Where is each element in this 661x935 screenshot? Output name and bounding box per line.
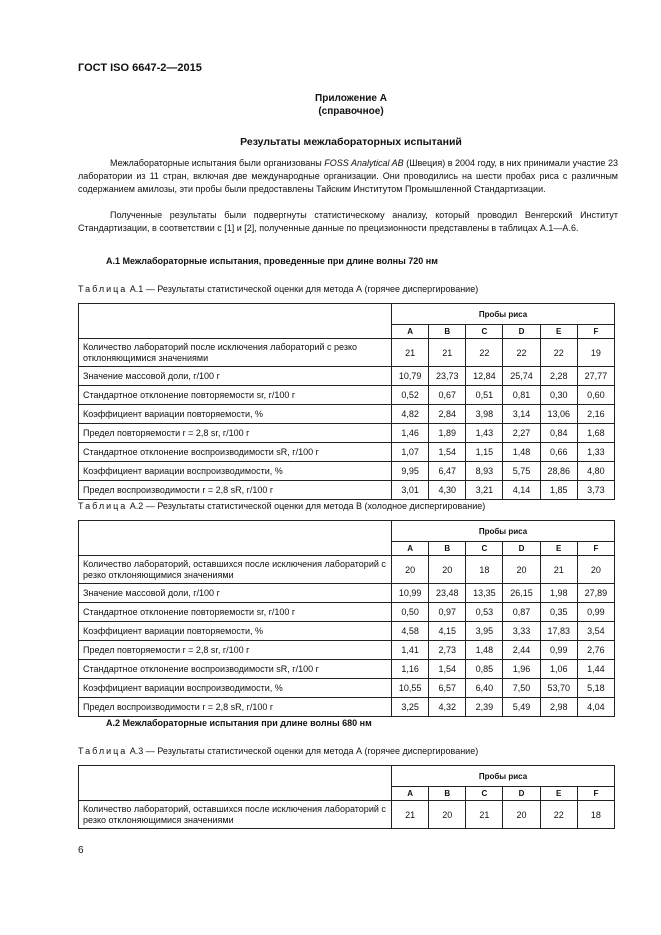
row-value: 20 [392,556,429,584]
section-heading-a1: А.1 Межлабораторные испытания, проведенные при длине волны 720 нм [106,256,438,266]
row-label: Стандартное отклонение повторяемости sr, г/100 г [79,603,392,622]
row-value: 3,54 [577,622,614,641]
row-label: Предел воспроизводимости r = 2,8 sR, г/100 г [79,698,392,717]
row-value: 0,30 [540,386,577,405]
row-value: 17,83 [540,622,577,641]
table-row [79,660,615,679]
row-value: 0,99 [577,603,614,622]
sample-letter: F [577,325,614,339]
table-row [79,339,615,367]
table-row [79,556,615,584]
table-row [79,679,615,698]
row-value: 6,40 [466,679,503,698]
row-value: 20 [577,556,614,584]
row-value: 20 [503,556,540,584]
row-value: 23,48 [429,584,466,603]
row-value: 22 [466,339,503,367]
row-label: Стандартное отклонение воспроизводимости sR, г/100 г [79,660,392,679]
probe-header: Пробы риса [392,304,615,325]
row-value: 22 [540,801,577,829]
sample-letter: D [503,787,540,801]
row-value: 6,57 [429,679,466,698]
row-value: 5,18 [577,679,614,698]
intro-paragraph [78,157,618,196]
table-a2 [78,520,615,717]
row-value: 3,14 [503,405,540,424]
row-value: 20 [429,556,466,584]
caption-text: А.1 — Результаты статистической оценки для метода А (горячее диспергирование) [127,284,479,294]
row-value: 13,35 [466,584,503,603]
row-label: Стандартное отклонение повторяемости sr, г/100 г [79,386,392,405]
row-value: 0,87 [503,603,540,622]
row-value: 22 [503,339,540,367]
section-heading-a2: А.2 Межлабораторные испытания при длине волны 680 нм [106,718,372,728]
table-header-row [79,766,615,787]
row-value: 4,04 [577,698,614,717]
sample-letter: А [392,787,429,801]
table-row [79,603,615,622]
row-value: 26,15 [503,584,540,603]
table-header-row [79,304,615,325]
row-value: 1,68 [577,424,614,443]
row-value: 1,41 [392,641,429,660]
row-label: Значение массовой доли, г/100 г [79,584,392,603]
row-value: 7,50 [503,679,540,698]
row-label: Предел повторяемости r = 2,8 sr, г/100 г [79,424,392,443]
row-value: 0,99 [540,641,577,660]
row-value: 1,85 [540,481,577,500]
row-value: 20 [429,801,466,829]
annex-title: Приложение А [315,93,387,104]
row-value: 21 [392,339,429,367]
page-number: 6 [78,845,84,856]
row-label: Количество лабораторий после исключения лабораторий с резко отклоняющимися значениями [79,339,392,367]
row-value: 1,54 [429,660,466,679]
annex-heading [78,92,624,118]
row-value: 0,66 [540,443,577,462]
table-a3 [78,765,615,829]
row-value: 1,54 [429,443,466,462]
table-row [79,405,615,424]
row-value: 2,39 [466,698,503,717]
row-value: 4,80 [577,462,614,481]
row-value: 0,50 [392,603,429,622]
table-a1 [78,303,615,500]
table-row [79,367,615,386]
row-value: 13,06 [540,405,577,424]
row-value: 21 [392,801,429,829]
table-row [79,584,615,603]
row-label: Значение массовой доли, г/100 г [79,367,392,386]
table-caption-a2 [78,501,485,511]
row-value: 27,89 [577,584,614,603]
row-value: 3,21 [466,481,503,500]
row-value: 1,46 [392,424,429,443]
row-value: 23,73 [429,367,466,386]
row-value: 2,76 [577,641,614,660]
row-value: 0,84 [540,424,577,443]
row-value: 0,35 [540,603,577,622]
row-value: 4,32 [429,698,466,717]
row-value: 5,49 [503,698,540,717]
sample-letter: С [466,787,503,801]
row-value: 2,73 [429,641,466,660]
row-value: 19 [577,339,614,367]
row-value: 10,99 [392,584,429,603]
sample-letter: С [466,325,503,339]
row-value: 1,07 [392,443,429,462]
row-value: 3,25 [392,698,429,717]
row-value: 4,30 [429,481,466,500]
row-value: 2,98 [540,698,577,717]
row-value: 3,95 [466,622,503,641]
row-value: 3,98 [466,405,503,424]
row-value: 18 [577,801,614,829]
row-value: 1,98 [540,584,577,603]
row-value: 0,81 [503,386,540,405]
table-row [79,481,615,500]
row-label: Коэффициент вариации повторяемости, % [79,622,392,641]
row-value: 0,52 [392,386,429,405]
organizer-name: FOSS Analytical AB [324,158,404,168]
sample-letter: А [392,325,429,339]
sample-letter: Е [540,542,577,556]
table-row [79,443,615,462]
row-value: 4,58 [392,622,429,641]
row-label: Коэффициент вариации воспроизводимости, % [79,679,392,698]
table-row [79,641,615,660]
row-label: Коэффициент вариации повторяемости, % [79,405,392,424]
row-value: 4,82 [392,405,429,424]
row-value: 20 [503,801,540,829]
row-label: Предел воспроизводимости r = 2,8 sR, г/100 г [79,481,392,500]
table-row [79,462,615,481]
sample-letter: Е [540,325,577,339]
row-value: 2,27 [503,424,540,443]
row-value: 9,95 [392,462,429,481]
row-value: 10,79 [392,367,429,386]
sample-letter: F [577,787,614,801]
row-value: 1,89 [429,424,466,443]
row-label: Количество лабораторий, оставшихся после исключения лабораторий с резко отклоняющимися значениями [79,801,392,829]
intro-text-start: Межлабораторные испытания были организованы [110,158,325,168]
probe-header: Пробы риса [392,521,615,542]
row-value: 6,47 [429,462,466,481]
row-value: 4,15 [429,622,466,641]
row-label: Стандартное отклонение воспроизводимости sR, г/100 г [79,443,392,462]
caption-prefix: Таблица [78,284,128,294]
sample-letter: А [392,542,429,556]
caption-prefix: Таблица [78,501,128,511]
row-value: 0,51 [466,386,503,405]
row-value: 2,28 [540,367,577,386]
row-value: 18 [466,556,503,584]
document-header: ГОСТ ISO 6647-2—2015 [78,62,202,74]
row-value: 28,86 [540,462,577,481]
sample-letter: D [503,325,540,339]
row-value: 3,73 [577,481,614,500]
row-label: Коэффициент вариации воспроизводимости, % [79,462,392,481]
row-value: 1,44 [577,660,614,679]
row-value: 5,75 [503,462,540,481]
probe-header: Пробы риса [392,766,615,787]
row-value: 8,93 [466,462,503,481]
row-value: 2,84 [429,405,466,424]
row-value: 1,16 [392,660,429,679]
table-row [79,801,615,829]
row-value: 2,44 [503,641,540,660]
row-value: 0,67 [429,386,466,405]
caption-text: А.3 — Результаты статистической оценки для метода А (горячее диспергирование) [127,746,479,756]
row-value: 21 [429,339,466,367]
table-caption-a3 [78,746,478,756]
row-value: 25,74 [503,367,540,386]
table-corner-cell [79,766,392,801]
row-value: 4,14 [503,481,540,500]
sample-letter: F [577,542,614,556]
intro-text-end: (Швеция) в 2004 году, в них принимали участие 23 лаборатории из 11 стран, включая две международные организации. Они проводились на шести пробах риса с различным содержанием амилозы, эти пробы были предоставлены Тайским Институтом Промышленной Стандартизации. [78,158,618,194]
row-value: 1,43 [466,424,503,443]
table-row [79,386,615,405]
row-value: 0,53 [466,603,503,622]
row-value: 1,33 [577,443,614,462]
row-label: Предел повторяемости r = 2,8 sr, г/100 г [79,641,392,660]
row-label: Количество лабораторий, оставшихся после исключения лабораторий с резко отклоняющимися значениями [79,556,392,584]
caption-text: А.2 — Результаты статистической оценки для метода В (холодное диспергирование) [127,501,486,511]
main-title: Результаты межлабораторных испытаний [240,136,462,148]
table-corner-cell [79,304,392,339]
row-value: 1,15 [466,443,503,462]
row-value: 21 [540,556,577,584]
annex-subtitle: (справочное) [318,106,384,117]
row-value: 0,85 [466,660,503,679]
sample-letter: В [429,542,466,556]
row-value: 12,84 [466,367,503,386]
row-value: 1,48 [503,443,540,462]
row-value: 1,96 [503,660,540,679]
table-row [79,622,615,641]
sample-letter: Е [540,787,577,801]
row-value: 22 [540,339,577,367]
sample-letter: D [503,542,540,556]
table-row [79,698,615,717]
row-value: 1,48 [466,641,503,660]
analysis-paragraph: Полученные результаты были подвергнуты статистическому анализу, который проводил Венгерский Институт Стандартизации, в соответствии с [1] и [2], полученные данные по прецизионности представлены в таблицах А.1—А.6. [78,210,618,233]
row-value: 21 [466,801,503,829]
table-caption-a1 [78,284,478,294]
row-value: 27,77 [577,367,614,386]
table-corner-cell [79,521,392,556]
row-value: 53,70 [540,679,577,698]
table-row [79,424,615,443]
sample-letter: С [466,542,503,556]
table-header-row [79,521,615,542]
row-value: 1,06 [540,660,577,679]
row-value: 10,55 [392,679,429,698]
row-value: 0,60 [577,386,614,405]
row-value: 0,97 [429,603,466,622]
row-value: 3,33 [503,622,540,641]
caption-prefix: Таблица [78,746,128,756]
row-value: 2,16 [577,405,614,424]
sample-letter: В [429,787,466,801]
sample-letter: В [429,325,466,339]
row-value: 3,01 [392,481,429,500]
